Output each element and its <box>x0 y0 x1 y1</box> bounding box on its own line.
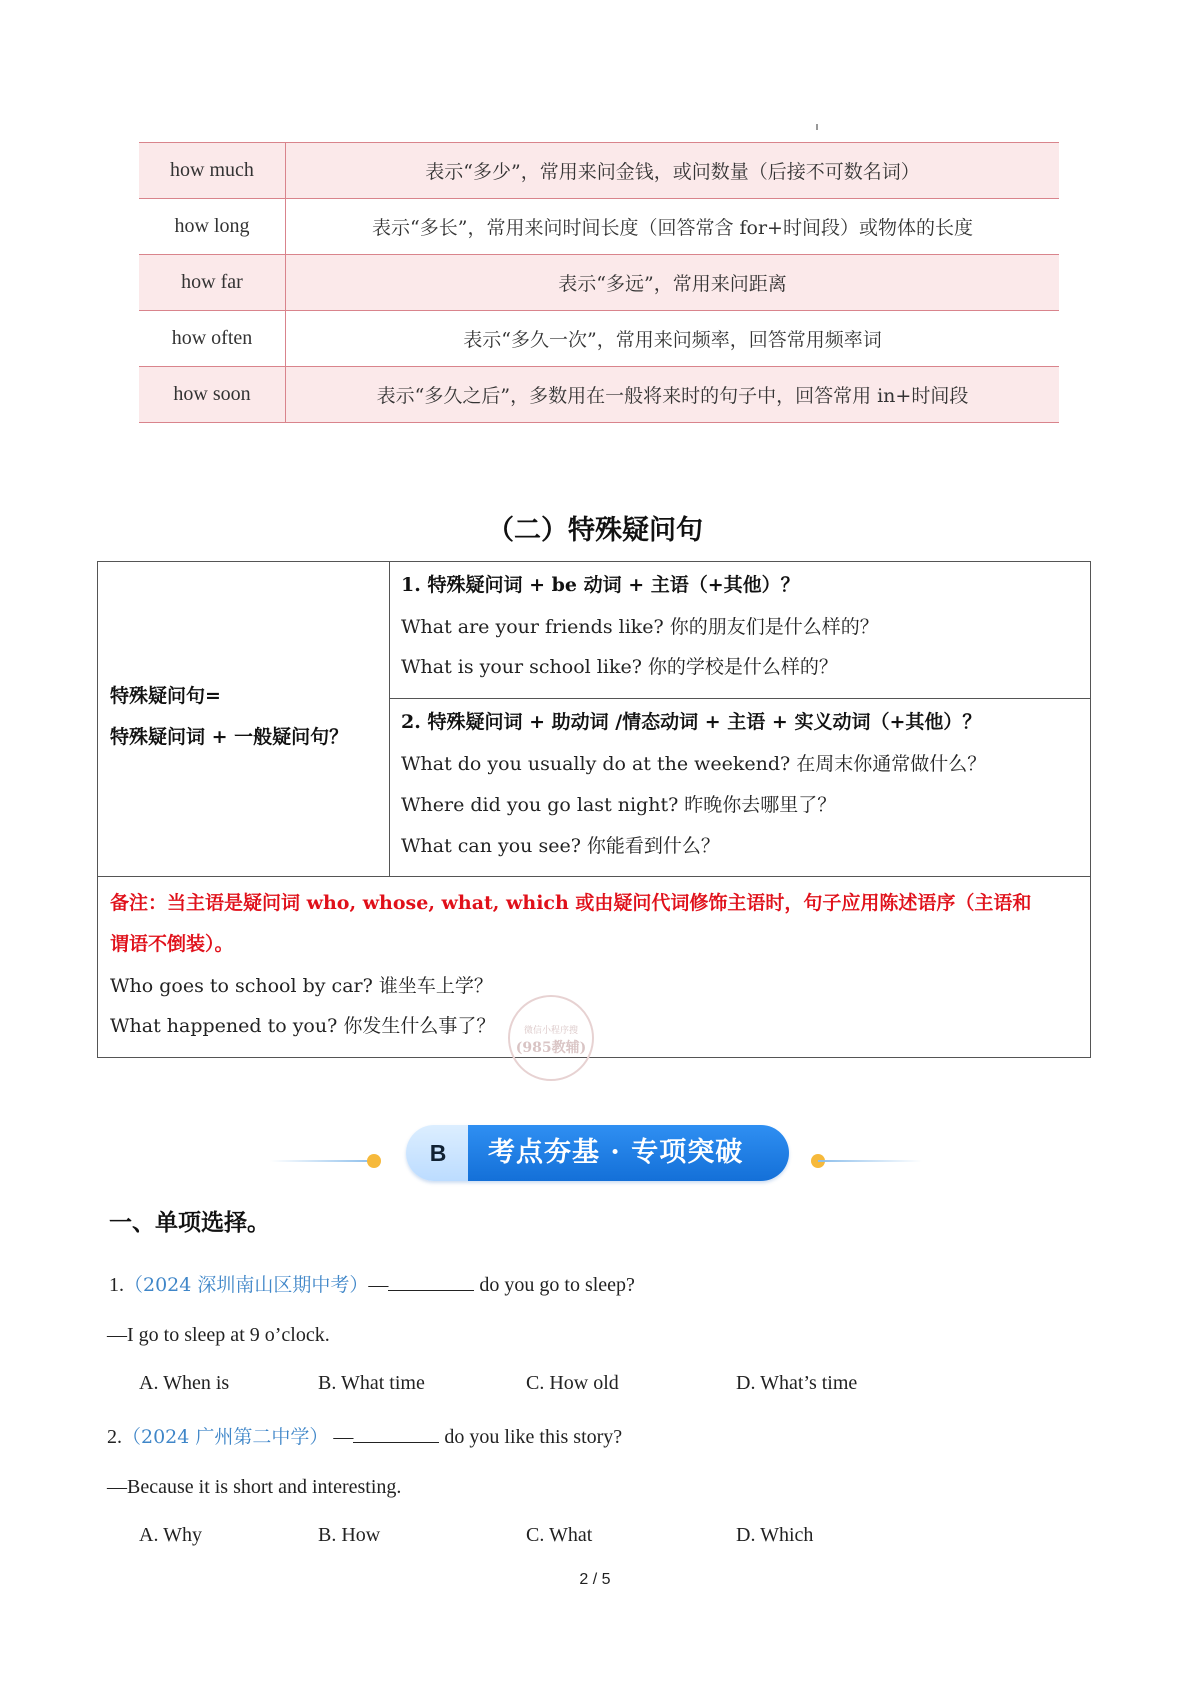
table-row <box>139 311 1059 367</box>
formula-line-2: 特殊疑问词 + 一般疑问句？ <box>110 726 349 748</box>
question-stem <box>109 1270 635 1297</box>
question-text: do you like this story? <box>439 1426 623 1448</box>
question-source: （2024 深圳南山区期中考） <box>124 1274 369 1296</box>
answer-line: —Because it is short and interesting. <box>107 1476 402 1498</box>
option-c[interactable]: C. How old <box>526 1372 619 1394</box>
question-source: （2024 广州第二中学） <box>122 1426 329 1448</box>
divider <box>389 562 390 876</box>
table-row <box>139 199 1059 255</box>
meaning-cell: 表示“多久之后”，多数用在一般将来时的句子中，回答常用 in+时间段 <box>286 367 1060 423</box>
table-row <box>139 143 1059 199</box>
banner-line <box>270 1160 374 1162</box>
rule-2-title: 2. 特殊疑问词 + 助动词 /情态动词 + 主语 + 实义动词（+其他）？ <box>401 711 982 733</box>
exercise-heading: 一、单项选择。 <box>109 1209 270 1236</box>
table-row <box>139 255 1059 311</box>
option-a[interactable]: A. When is <box>139 1372 230 1394</box>
answer-blank[interactable] <box>388 1272 474 1291</box>
rule-1-example: What is your school like? 你的学校是什么样的？ <box>401 656 838 678</box>
option-a[interactable]: A. Why <box>139 1524 202 1546</box>
meaning-cell: 表示“多长”，常用来问时间长度（回答常含 for+时间段）或物体的长度 <box>286 199 1060 255</box>
option-c[interactable]: C. What <box>526 1524 593 1546</box>
banner-title: 考点夯基 · 专项突破 <box>468 1125 789 1181</box>
section-title: （二）特殊疑问句 <box>487 515 703 546</box>
page-number: 2 / 5 <box>579 1571 611 1588</box>
how-word-cell: how often <box>139 311 286 367</box>
question-number: 1. <box>109 1274 124 1296</box>
rule-2-example: Where did you go last night? 昨晚你去哪里了？ <box>401 794 837 816</box>
question-stem <box>107 1422 622 1449</box>
divider <box>389 698 1090 699</box>
formula-line-1: 特殊疑问句= <box>110 685 221 707</box>
section-banner <box>406 1125 789 1181</box>
option-b[interactable]: B. How <box>318 1524 381 1546</box>
option-d[interactable]: D. What’s time <box>736 1372 858 1394</box>
stamp-line: (985教辅) <box>515 1040 587 1056</box>
option-d[interactable]: D. Which <box>736 1524 814 1546</box>
meaning-cell: 表示“多久一次”，常用来问频率，回答常用频率词 <box>286 311 1060 367</box>
meaning-cell: 表示“多远”，常用来问距离 <box>286 255 1060 311</box>
stamp-line: 微信小程序搜 <box>523 1026 578 1036</box>
banner-dot <box>367 1154 381 1168</box>
banner-letter: B <box>429 1140 447 1166</box>
note-example: Who goes to school by car? 谁坐车上学？ <box>110 975 493 997</box>
watermark-stamp <box>508 995 594 1081</box>
option-b[interactable]: B. What time <box>318 1372 425 1394</box>
dash: — <box>328 1426 354 1448</box>
rule-1-example: What are your friends like? 你的朋友们是什么样的？ <box>401 616 879 638</box>
meaning-cell: 表示“多少”，常用来问金钱，或问数量（后接不可数名词） <box>286 143 1060 199</box>
how-question-table <box>139 142 1059 423</box>
rule-2-example: What can you see? 你能看到什么？ <box>401 835 720 857</box>
rule-1-title: 1. 特殊疑问词 + be 动词 + 主语（+其他）？ <box>401 574 800 596</box>
how-word-cell: how long <box>139 199 286 255</box>
rule-2-example: What do you usually do at the weekend? 在周末你通常做什么？ <box>401 753 987 775</box>
grammar-box <box>97 561 1091 1058</box>
divider <box>98 876 1090 877</box>
note-line: 备注：当主语是疑问词 who, whose, what, which 或由疑问代词修饰主语时，句子应用陈述语序（主语和 <box>110 892 1032 914</box>
how-word-cell: how much <box>139 143 286 199</box>
note-line: 谓语不倒装）。 <box>110 933 234 955</box>
answer-line: —I go to sleep at 9 o’clock. <box>107 1324 330 1346</box>
how-word-cell: how far <box>139 255 286 311</box>
how-word-cell: how soon <box>139 367 286 423</box>
answer-blank[interactable] <box>353 1424 439 1443</box>
table-row <box>139 367 1059 423</box>
question-text: do you go to sleep? <box>474 1274 635 1296</box>
note-example: What happened to you? 你发生什么事了？ <box>110 1015 496 1037</box>
page-mark <box>816 124 818 130</box>
dash: — <box>368 1274 389 1296</box>
banner-line <box>818 1160 922 1162</box>
question-number: 2. <box>107 1426 122 1448</box>
